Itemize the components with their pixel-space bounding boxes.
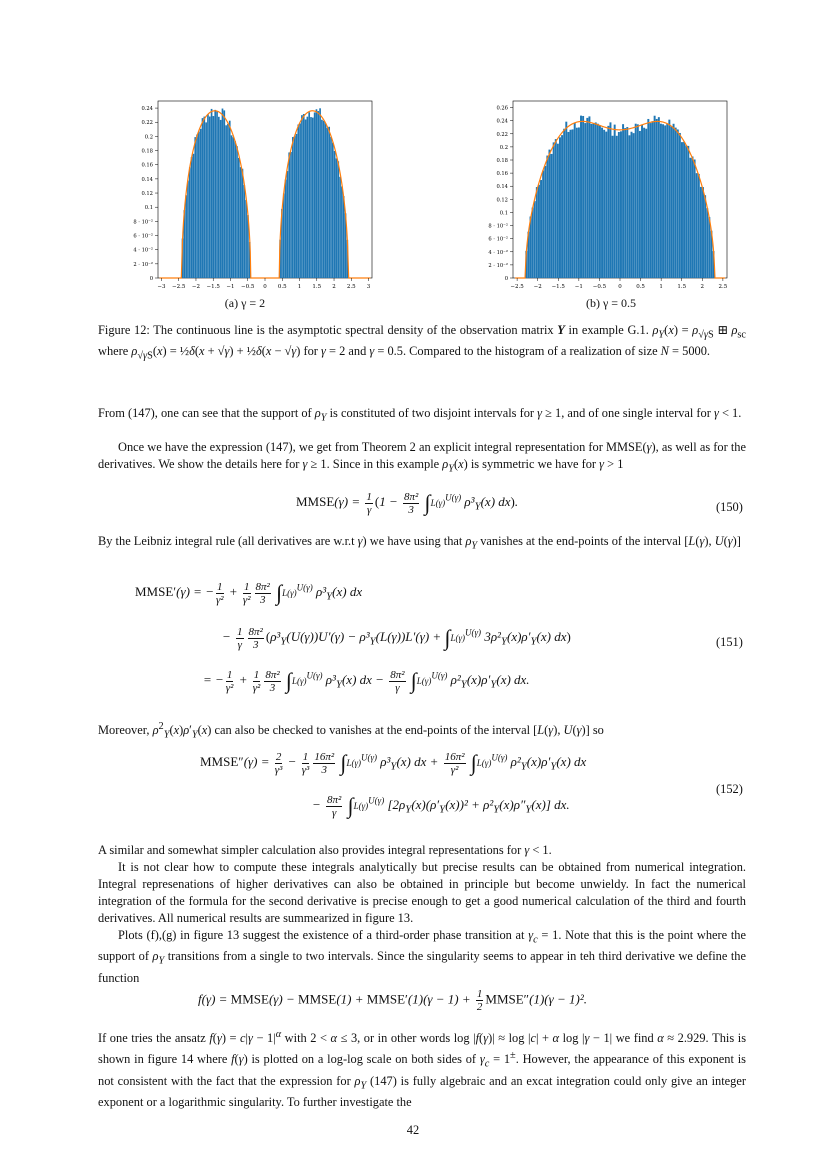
histogram-bar <box>336 158 338 278</box>
y-tick-label: 4 · 10⁻² <box>133 247 153 254</box>
x-tick-label: 0 <box>618 284 622 290</box>
y-tick-label: 0.2 <box>499 144 508 151</box>
histogram-bar <box>643 128 645 278</box>
histogram-bar <box>597 124 599 278</box>
x-tick-label: −2.5 <box>510 284 524 290</box>
histogram-bar <box>652 121 654 278</box>
histogram-bar <box>599 125 601 278</box>
histogram-bar <box>574 123 576 278</box>
histogram-bar <box>551 154 553 278</box>
histogram-bar <box>238 158 240 278</box>
histogram-bar <box>670 127 672 278</box>
histogram-bar <box>283 193 285 278</box>
histogram-bar <box>334 151 336 278</box>
subcaption-a: (a) γ = 2 <box>224 296 266 310</box>
histogram-bar <box>658 117 660 278</box>
histogram-bar <box>679 133 681 278</box>
histogram-bar <box>639 131 641 278</box>
histogram-gamma-0-5 <box>465 95 735 295</box>
histogram-bar <box>225 125 227 278</box>
x-tick-label: 2 <box>700 284 705 290</box>
histogram-bar <box>628 135 630 278</box>
histogram-bar <box>618 132 620 278</box>
equation-150: MMSE(γ) = $\frac{1}{\gamma}$ (1 − $\frac{\text{8π²}}{3}$ $\int L(\gamma)^{U(\gamma)}$ $\rho^3_Y(x)$ dx). <box>296 490 519 516</box>
histogram-bar <box>616 136 618 278</box>
histogram-bar <box>233 137 235 278</box>
paragraph-numerical: It is not clear how to compute these integrals analytically but precise results can be obtained from numerical integration. Integral represenations of higher derivatives can also be obtained in principle but become unwieldy. In fact the numerical integration of the formula for the second derivative is precise enough to get a good numerical calculation of the third and fourth derivatives. All numerical results are summearized in figure 13. <box>98 860 746 925</box>
histogram-bar <box>681 142 683 278</box>
histogram-bar <box>704 195 706 278</box>
histogram-bar <box>698 174 700 278</box>
x-tick-label: −2 <box>533 284 542 290</box>
histogram-bar <box>662 124 664 278</box>
histogram-bar <box>285 180 287 278</box>
y-tick-label: 0.1 <box>144 205 153 212</box>
histogram-bar <box>677 129 679 278</box>
equation-number-152: (152) <box>716 782 743 796</box>
histogram-bar <box>673 124 675 278</box>
x-tick-label: 0.5 <box>636 284 645 290</box>
histogram-bar <box>191 157 193 278</box>
x-tick-label: −1 <box>574 284 583 290</box>
histogram-bar <box>297 124 299 278</box>
histogram-bar <box>294 136 296 278</box>
y-tick-label: 0 <box>504 276 508 282</box>
x-tick-label: −1.5 <box>206 284 220 290</box>
histogram-bar <box>582 116 584 278</box>
histogram-bar <box>572 129 574 278</box>
histogram-bar <box>570 130 572 278</box>
x-tick-label: −1.5 <box>551 284 565 290</box>
histogram-bar <box>538 185 540 278</box>
histogram-bar <box>209 117 211 278</box>
x-tick-label: −0.5 <box>592 284 607 290</box>
histogram-bar <box>631 132 633 278</box>
y-tick-label: 6 · 10⁻² <box>133 233 153 240</box>
histogram-bar <box>532 208 534 278</box>
histogram-bar <box>189 167 191 278</box>
histogram-bar <box>603 130 605 278</box>
histogram-bar <box>218 117 220 278</box>
histogram-bar <box>223 110 225 278</box>
histogram-bar <box>694 159 696 278</box>
x-tick-label: 3 <box>366 284 371 290</box>
histogram-bar <box>198 132 200 278</box>
histogram-bar <box>555 139 557 278</box>
histogram-bar <box>330 137 332 278</box>
histogram-bar <box>675 128 677 278</box>
y-tick-label: 0.2 <box>144 134 153 141</box>
histogram-bar <box>647 119 649 278</box>
paragraph-phase-transition: Plots (f),(g) in figure 13 suggest the existence of a third-order phase transition at $\gamma_c = 1$. Note that this is the point where the support of $\rho_Y$ transitions from a single to two intervals. Since the singularity seems to appear in teh third derivative we define the function <box>98 928 746 985</box>
y-tick-label: 0.14 <box>141 176 153 183</box>
y-tick-label: 0.1 <box>499 210 508 217</box>
histogram-bar <box>288 152 290 278</box>
x-tick-label: 2.5 <box>346 284 356 290</box>
histogram-bar <box>185 195 187 278</box>
histogram-bar <box>314 112 316 278</box>
histogram-bar <box>593 123 595 278</box>
histogram-bar <box>645 129 647 278</box>
y-tick-label: 0.16 <box>141 162 153 169</box>
y-tick-label: 4 · 10⁻² <box>488 249 508 256</box>
histogram-bar <box>641 124 643 278</box>
histogram-bar <box>207 114 209 278</box>
histogram-bar <box>624 128 626 278</box>
y-tick-label: 8 · 10⁻² <box>488 223 508 230</box>
y-tick-label: 0.26 <box>496 105 508 112</box>
subcaption-b: (b) γ = 0.5 <box>585 296 637 310</box>
histogram-bar <box>317 111 319 278</box>
histogram-bar <box>203 117 205 278</box>
x-tick-label: 1.5 <box>677 284 687 290</box>
histogram-bar <box>194 137 196 278</box>
y-tick-label: 2 · 10⁻² <box>488 262 508 269</box>
histogram-bar <box>205 122 207 278</box>
x-tick-label: 0.5 <box>277 284 287 290</box>
histogram-bar <box>213 116 215 278</box>
histogram-bar <box>310 117 312 278</box>
y-tick-label: 0.12 <box>141 191 153 198</box>
histogram-bar <box>685 145 687 278</box>
histogram-bar <box>290 152 292 278</box>
histogram-bar <box>200 129 202 278</box>
histogram-bar <box>343 196 345 278</box>
x-tick-label: −2.5 <box>172 284 186 290</box>
figure-12a <box>110 95 380 295</box>
histogram-bar <box>327 128 329 278</box>
histogram-bar <box>548 150 550 278</box>
histogram-bar <box>534 201 536 278</box>
histogram-bar <box>700 187 702 278</box>
histogram-bar <box>586 118 588 278</box>
histogram-bar <box>605 132 607 278</box>
y-tick-label: 0.12 <box>496 197 508 204</box>
histogram-bar <box>243 185 245 278</box>
histogram-bar <box>591 124 593 278</box>
histogram-bar <box>305 119 307 278</box>
histogram-bar <box>692 156 694 278</box>
histogram-bar <box>337 161 339 278</box>
histogram-bar <box>654 116 656 278</box>
histogram-bar <box>595 122 597 278</box>
histogram-bar <box>222 109 224 278</box>
histogram-bar <box>292 137 294 278</box>
histogram-bar <box>316 109 318 278</box>
page-number: 42 <box>406 1123 420 1137</box>
histogram-bar <box>687 146 689 278</box>
histogram-bars <box>182 108 348 278</box>
figure-caption: Figure 12: The continuous line is the asymptotic spectral density of the observation matrix Y in example G.1. $\rho_Y(x) = \rho_{√\gamma S}$ ⊞ $\rho_{sc}$ where $\rho_{√\gamma S}(x)$ = ½δ(x + √γ) + ½δ(x − √γ) for γ = 2 and γ = 0.5. Compared to the histogram of a realization of size N = 5000. <box>98 323 747 362</box>
histogram-bar <box>303 114 305 278</box>
histogram-bar <box>565 122 567 278</box>
histogram-bar <box>620 131 622 278</box>
histogram-bar <box>187 181 189 278</box>
histogram-bar <box>580 116 582 278</box>
histogram-bars <box>525 116 714 278</box>
x-tick-label: −1 <box>226 284 235 290</box>
histogram-bar <box>689 158 691 278</box>
histogram-bar <box>635 124 637 278</box>
histogram-bar <box>544 166 546 278</box>
histogram-bar <box>660 124 662 278</box>
histogram-bar <box>706 208 708 278</box>
histogram-bar <box>584 123 586 278</box>
histogram-bar <box>633 133 635 278</box>
histogram-bar <box>668 120 670 278</box>
histogram-bar <box>193 154 195 278</box>
histogram-bar <box>567 132 569 278</box>
y-tick-label: 0.18 <box>496 158 508 164</box>
histogram-bar <box>557 144 559 278</box>
equation-151-line2: − $\frac{1}{\gamma}$ $\frac{\text{8π²}}{3}$ ($\rho^3_Y(U(\gamma))U'(\gamma) - \rho^3_Y(L(\gamma))L'(\gamma) + \int L(\gamma)^{U(\gamma)}$ $3\rho^2_Y(x)\rho'_Y(x)$ dx) <box>222 625 571 651</box>
histogram-bar <box>245 200 247 278</box>
histogram-bar <box>609 122 611 278</box>
histogram-bar <box>553 142 555 278</box>
histogram-bar <box>542 171 544 278</box>
histogram-bar <box>299 123 301 278</box>
histogram-bar <box>664 125 666 278</box>
y-tick-label: 6 · 10⁻² <box>488 236 508 243</box>
histogram-bar <box>341 186 343 278</box>
histogram-bar <box>656 119 658 278</box>
histogram-bar <box>339 177 341 278</box>
y-tick-label: 0 <box>149 276 153 282</box>
histogram-bar <box>319 108 321 278</box>
histogram-bar <box>242 169 244 278</box>
histogram-bar <box>229 121 231 278</box>
histogram-bar <box>588 116 590 278</box>
histogram-bar <box>708 217 710 278</box>
y-tick-label: 0.22 <box>496 131 508 138</box>
paragraph-ansatz: If one tries the ansatz $f(\gamma) = c|\gamma - 1|^\alpha$ with 2 < α ≤ 3, or in other words log |f(γ)| ≈ log |c| + α log |γ − 1| we find α ≈ 2.929. This is shown in figure 14 where f(γ) is plotted on a log-log scale on both sides of $\gamma_c = 1^\pm$. However, the appearance of this exponent is not consistent with the fact that the expression for $\rho_Y$ (147) is fully algebraic and an excat integration could only give an integer exponent or a logarithmic singularity. To further investigate the <box>98 1029 747 1110</box>
histogram-bar <box>328 127 330 278</box>
equation-152-line1: MMSE″(γ) = $\frac{2}{\text{γ³}}$ − $\frac{1}{\text{γ³}}$ $\frac{\text{16π²}}{3}$ $\int L(\gamma)^{U(\gamma)}$ $\rho^3_Y(x)$ dx + $\frac{\text{16π²}}{\text{γ²}}$ $\int L(\gamma)^{U(\gamma)}$ $\rho^2_Y(x)\rho'_Y(x)$ dx <box>200 750 587 776</box>
x-tick-label: 2.5 <box>718 284 728 290</box>
histogram-bar <box>626 127 628 278</box>
y-tick-label: 0.18 <box>141 148 153 155</box>
paragraph-moreover: Moreover, $\rho^2_Y(x)\rho'_Y(x)$ can also be checked to vanishes at the end-points of the interval [L(γ), U(γ)] so <box>98 721 604 741</box>
histogram-bar <box>332 143 334 278</box>
x-tick-label: −2 <box>191 284 201 290</box>
histogram-bar <box>323 121 325 278</box>
figure-12b <box>465 95 735 295</box>
histogram-bar <box>234 141 236 278</box>
y-tick-label: 0.24 <box>141 106 153 113</box>
y-tick-label: 2 · 10⁻² <box>133 261 153 268</box>
histogram-bar <box>612 136 614 278</box>
histogram-bar <box>607 126 609 278</box>
histogram-bar <box>578 127 580 278</box>
x-tick-label: 2 <box>332 284 336 290</box>
x-tick-label: 0 <box>263 284 267 290</box>
histogram-bar <box>666 123 668 278</box>
histogram-bar <box>240 167 242 278</box>
x-tick-label: 1 <box>297 284 302 290</box>
histogram-bar <box>214 110 216 278</box>
histogram-bar <box>546 156 548 278</box>
histogram-bar <box>614 125 616 278</box>
histogram-bar <box>296 134 298 278</box>
figure-label: Figure 12: <box>98 323 150 337</box>
histogram-bar <box>576 128 578 278</box>
equation-number-150: (150) <box>716 500 743 514</box>
histogram-bar <box>301 115 303 278</box>
y-tick-label: 0.22 <box>141 120 153 127</box>
histogram-bar <box>236 146 238 278</box>
y-tick-label: 0.14 <box>496 184 508 191</box>
paragraph-leibniz: By the Leibniz integral rule (all derivatives are w.r.t γ) we have using that $\rho_Y$ vanishes at the end-points of the interval [L(γ), U(γ)] <box>98 534 741 552</box>
histogram-bar <box>540 180 542 278</box>
histogram-bar <box>202 118 204 278</box>
x-tick-label: −0.5 <box>241 284 255 290</box>
histogram-bar <box>211 109 213 278</box>
histogram-bar <box>561 135 563 278</box>
histogram-bar <box>321 120 323 278</box>
x-tick-label: −3 <box>157 284 166 290</box>
x-tick-label: 1 <box>659 284 663 290</box>
histogram-bar <box>622 124 624 278</box>
paragraph-support: From (147), one can see that the support of $\rho_Y$ is constituted of two disjoint intervals for γ ≥ 1, and of one single interval for γ < 1. <box>98 406 742 424</box>
histogram-bar <box>196 135 198 278</box>
histogram-bar <box>559 137 561 278</box>
paragraph-integral-representation: Once we have the expression (147), we get from Theorem 2 an explicit integral representation for MMSE(γ), as well as for the derivatives. We show the details here for γ ≥ 1. Since in this example $\rho_Y(x)$ is symmetric we have for γ > 1 <box>98 440 747 475</box>
histogram-bar <box>308 112 310 278</box>
histogram-bar <box>220 120 222 278</box>
histogram-bar <box>307 117 309 278</box>
paragraph-similar: A similar and somewhat simpler calculation also provides integral representations for γ < 1. <box>98 843 552 857</box>
histogram-bar <box>702 187 704 278</box>
histogram-bar <box>216 111 218 278</box>
histogram-bar <box>312 118 314 278</box>
x-tick-label: 1.5 <box>312 284 322 290</box>
y-tick-label: 8 · 10⁻² <box>133 219 153 226</box>
histogram-gamma-2 <box>110 95 380 295</box>
equation-number-151: (151) <box>716 635 743 649</box>
histogram-bar <box>536 187 538 278</box>
y-tick-label: 0.24 <box>496 118 508 125</box>
histogram-bar <box>601 128 603 278</box>
histogram-bar <box>287 171 289 278</box>
equation-152-line2: − $\frac{\text{8π²}}{\gamma}$ $\int L(\gamma)^{U(\gamma)}$ $[2\rho_Y(x)(\rho'_Y(x))^2 + \rho^2_Y(x)\rho''_Y(x)]$ dx. <box>312 793 570 819</box>
y-tick-label: 0.16 <box>496 171 508 178</box>
histogram-bar <box>227 124 229 278</box>
histogram-bar <box>563 129 565 278</box>
histogram-bar <box>637 124 639 278</box>
histogram-bar <box>231 135 233 278</box>
equation-f-gamma: f(γ) = MMSE(γ) − MMSE(1) + MMSE′(1)(γ − 1) + $\frac{1}{2}$ MMSE″(1)(γ − 1)². <box>198 988 587 1013</box>
histogram-bar <box>325 123 327 278</box>
equation-151-line1: MMSE′(γ) = − $\frac{1}{\text{γ²}}$ + $\frac{1}{\text{γ²}}$ $\frac{\text{8π²}}{3}$ $\int L(\gamma)^{U(\gamma)}$ $\rho^3_Y(x)$ dx <box>135 580 363 606</box>
histogram-bar <box>649 123 651 278</box>
histogram-bar <box>696 173 698 278</box>
equation-151-line3: = − $\frac{1}{\text{γ²}}$ + $\frac{1}{\text{γ²}}$ $\frac{\text{8π²}}{3}$ $\int L(\gamma)^{U(\gamma)}$ $\rho^3_Y(x)$ dx − $\frac{\text{8π²}}{\gamma}$ $\int L(\gamma)^{U(\gamma)}$ $\rho^2_Y(x)\rho'_Y(x)$ dx. <box>203 668 530 694</box>
histogram-bar <box>683 142 685 278</box>
